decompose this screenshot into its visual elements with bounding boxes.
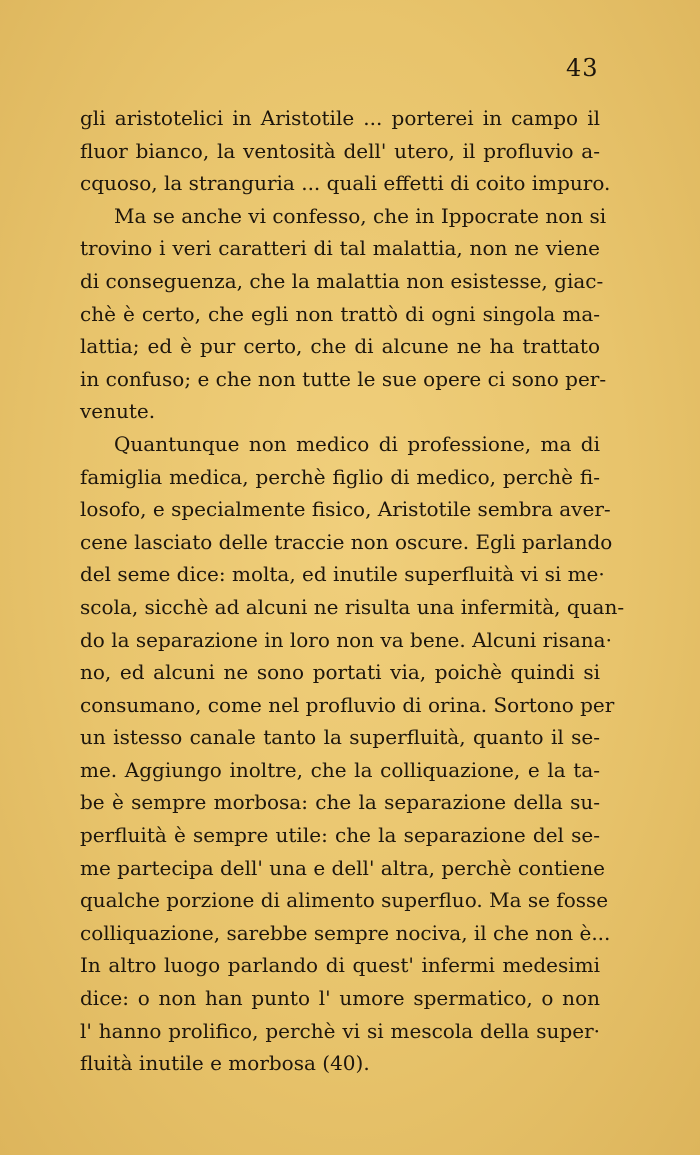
paragraph [80, 102, 611, 200]
text-line: Quantunque non medico di professione, ma di [114, 431, 600, 456]
text-line: consumano, come nel profluvio di orina. Sortono per [80, 692, 615, 717]
text-line: losofo, e specialmente fisico, Aristotile sembra aver- [80, 497, 611, 522]
text-line: do la separazione in loro non va bene. Alcuni risana· [80, 627, 612, 652]
text-line: me. Aggiungo inoltre, che la colliquazione, e la ta- [80, 757, 600, 782]
text-line: del seme dice: molta, ed inutile superfluità vi si me· [80, 562, 605, 587]
text-line: un istesso canale tanto la superfluità, quanto il se- [80, 725, 600, 750]
body-text [80, 102, 625, 1080]
text-line: Ma se anche vi confesso, che in Ippocrate non si [114, 203, 607, 228]
text-line: famiglia medica, perchè figlio di medico, perchè fi- [80, 464, 600, 489]
text-line: gli aristotelici in Aristotile ... porterei in campo il [80, 106, 600, 130]
text-line: be è sempre morbosa: che la separazione della su- [80, 790, 600, 815]
text-line: chè è certo, che egli non trattò di ogni singola ma- [80, 301, 600, 326]
text-line: lattia; ed è pur certo, che di alcune ne ha trattato [80, 334, 600, 359]
text-line: l' hanno prolifico, perchè vi si mescola della super· [80, 1018, 600, 1043]
text-line: dice: o non han punto l' umore spermatico, o non [80, 986, 600, 1011]
page-number: 43 [566, 54, 599, 82]
text-line: fluor bianco, la ventosità dell' utero, il profluvio a- [80, 138, 600, 163]
text-line: perfluità è sempre utile: che la separazione del se- [80, 823, 600, 848]
text-line: In altro luogo parlando di quest' infermi medesimi [80, 953, 600, 978]
paragraph [80, 428, 625, 1080]
text-line: qualche porzione di alimento superfluo. Ma se fosse [80, 888, 609, 913]
text-line: no, ed alcuni ne sono portati via, poichè quindi si [80, 660, 600, 685]
text-line: cene lasciato delle traccie non oscure. Egli parlando [80, 529, 613, 554]
text-line: colliquazione, sarebbe sempre nociva, il che non è... [80, 920, 611, 945]
text-line: in confuso; e che non tutte le sue opere ci sono per- [80, 366, 607, 391]
text-line: venute. [80, 399, 156, 424]
text-line: fluità inutile e morbosa (40). [80, 1051, 370, 1076]
text-line: scola, sicchè ad alcuni ne risulta una infermità, quan- [80, 594, 625, 619]
text-line: me partecipa dell' una e dell' altra, perchè contiene [80, 855, 605, 880]
text-line: trovino i veri caratteri di tal malattia, non ne viene [80, 236, 600, 261]
paragraph [80, 200, 607, 428]
text-line: cquoso, la stranguria ... quali effetti di coito impuro. [80, 171, 611, 196]
text-line: di conseguenza, che la malattia non esistesse, giac- [80, 268, 604, 293]
